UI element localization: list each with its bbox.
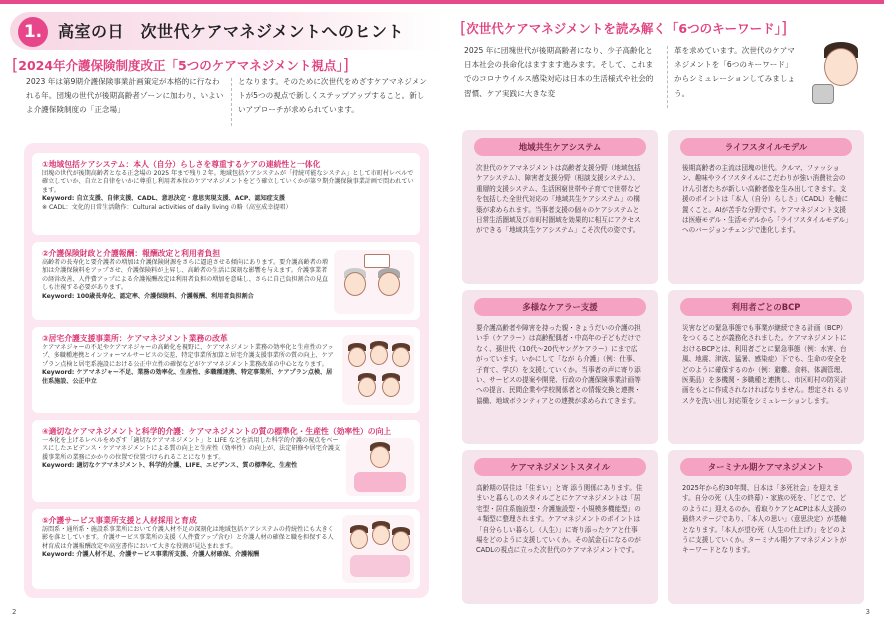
viewpoint-body: 団塊の世代が後期高齢者となる正念場の 2025 年まで残り２年。地域包括ケアシステムが「持続可能なシステム」として市町村レベルで確立していか、自立と自律をいかに尊重し利用者本位のケアマネジメントをどう確立していくかが第９期介護保険事業計画で問われています。 xyxy=(42,170,414,194)
viewpoint-body: 一本化を上げるレベルをめざす「適切なケアマネジメント」と LIFE などを活用した科学的介護の視点をベースにしたエビデンス・ケアマネジメントによる質の向上と生産性（効率性）の向上が、法定研修や居宅介護支援事業所の業務にかかりの位置で位置づけられることになります。 xyxy=(42,437,341,461)
keyword-card-text: 次世代のケアマネジメントは高齢者支援分野（地域包括ケアシステム）、障害者支援分野（相談支援システム）、重層的支援システム、生活困窮世帯や子育てで世帯などを包括した全世代対応の「地域共生ケアシステム」の構築が求められます。当事者支援の個々のケアシステムと日常生活圏域及び市町村圏域を効果的に相互にアクセスができる「地域共生ケアシステム」こそ次代の姿です。 xyxy=(476,164,641,235)
viewpoint-text xyxy=(42,344,338,386)
viewpoint-keyword: Keyword: 自立支援、自律支援、CADL、意思決定・意思実現支援、ACP、認知症支援 xyxy=(42,195,285,203)
viewpoint-title: ④適切なケアマネジメントと科学的介護：ケアマネジメントの質の標準化・生産性（効率性）の向上 xyxy=(42,427,392,436)
intro-column-2: 革を求めています。次世代のケアマネジメントを「6つのキーワード」からシミュレーションしてみましょう。 xyxy=(674,46,796,98)
keyword-card-title: ケアマネジメントスタイル xyxy=(474,458,646,476)
viewpoint-keyword: Keyword: 適切なケアマネジメント、科学的介護、LIFE、エビデンス、質の標準化、生産性 xyxy=(42,462,298,470)
viewpoint-title: ⑤介護サービス事業所支援と人材採用と育成 xyxy=(42,516,197,525)
viewpoint-text xyxy=(42,437,342,471)
viewpoint-title: ①地域包括ケアシステム：本人（自分）らしさを尊重するケアの連続性と一体化 xyxy=(42,160,321,169)
elderly-couple-illustration xyxy=(334,250,414,314)
keyword-card-1 xyxy=(462,130,658,284)
viewpoint-body: 高齢者の長寿化と要介護者の増加は介護保険財源をさらに逼迫させる傾向にあります。要介護高齢者の増加は介護保険料をアップさせ、介護保険料が上昇し、高齢者の生活に深刻な影響を与えます。介護事業者の経営改善、人件費アップによる介護報酬改定は利用者負担の増加を意味し、さらに自己負担割合の見直しも注視する必要があります。 xyxy=(42,259,328,292)
keyword-card-5 xyxy=(462,450,658,604)
keyword-card-title: 多様なケアラー支援 xyxy=(474,298,646,316)
care-team-illustration xyxy=(342,335,414,405)
viewpoint-text xyxy=(42,259,330,301)
viewpoint-text xyxy=(42,526,334,560)
keyword-card-title: ターミナル期ケアマネジメント xyxy=(680,458,852,476)
section-title: 高室の日 次世代ケアマネジメントへのヒント xyxy=(58,22,405,41)
viewpoint-box-3 xyxy=(32,327,420,413)
keyword-card-text: 災害などの緊急事態でも事業が継続できる計画（BCP）をつくることが義務化されました。ケアマネジメントにおけるBCPとは、利用者ごとに緊急事態（例：水害、台風、地震、津波、猛暑、感染症）下でも、生命の安全をどのように確保するのか（例：避難、食料、体調管理、医薬品）を多機関・多職種と連携し、市区町村の防災計画をもとに作成されなければなりません。想定され るリスクを洗い出し対応策をシミュレーションします。 xyxy=(682,324,850,405)
intro-column-1: 2025 年に団塊世代が後期高齢者になり、少子高齢化と日本社会の長命化はますます進みます。そして、これまでのコロナウイルス感染対応は日本の生活様式や社会的習慣、ケア実践に大きな変 xyxy=(464,46,654,98)
viewpoint-title: ③居宅介護支援事業所：ケアマネジメント業務の改革 xyxy=(42,334,228,343)
viewpoint-box-2 xyxy=(32,242,420,320)
viewpoint-note: ※ CADL：文化的日常生活動作：Cultural activities of daily living の略（高室成幸提唱） xyxy=(42,203,292,211)
keyword-card-3 xyxy=(462,290,658,444)
keyword-card-2 xyxy=(668,130,864,284)
subsection-title-text: 次世代ケアマネジメントを読み解く「6つのキーワード」 xyxy=(466,21,781,36)
page-number: 2 xyxy=(12,608,17,616)
viewpoint-keyword: Keyword: ケアマネジャー不足、業務の効率化、生産性、多職種連携、特定事業所、ケアプラン点検、居住系施設、公正中立 xyxy=(42,369,333,385)
keyword-card-6 xyxy=(668,450,864,604)
viewpoint-box-1 xyxy=(32,153,420,235)
subsection-title-text: 2024年介護保険制度改正「5つのケアマネジメント視点」 xyxy=(18,58,343,73)
page-number: 3 xyxy=(865,608,870,616)
viewpoint-box-4 xyxy=(32,420,420,502)
staff-group-illustration xyxy=(342,515,414,583)
keyword-card-title: 地域共生ケアシステム xyxy=(474,138,646,156)
viewpoint-body: ケアマネジャーの不足やケアマネジャーの高齢化を視野に、ケアマネジメント業務の効率化と生産性のアップ、多職種連携とインフォーマルサービスの交差、特定事業所加算と居宅介護支援事業所の質の向上、ケアプラン点検と居宅系施設における公正中立性の確保などがケアマネジメント業務改革の中心となります。 xyxy=(42,344,334,368)
keyword-card-text: 高齢期の居住は「住まい」と寄 添う関係にあります。住まいと暮らしのスタイルごとにケアマネジメントは「居宅型・居住系施設型・介護施設型・小規模多機能型」の４類型に整理されます。ケアマネジメントのポイントは「自分らしい暮らし（人生）」に寄り添ったケアと仕事場をどのように支援していくか。その試金石になるのがCADLの視点に立った次世代のケアマネジメントです。 xyxy=(476,484,643,555)
viewpoint-text xyxy=(42,170,414,212)
page-top-bar xyxy=(0,0,442,4)
subsection-title: [次世代ケアマネジメントを読み解く「6つのキーワード」] xyxy=(460,18,788,37)
keyword-card-text: 2025年から約30年間、日本は「多死社会」を迎えます。自分の死（人生の終幕）・家族の死を、「どこで、どのように」迎えるのか。看取りケアとACPは本人支援の最終ステージであり、「本人の思い」（意思決定）が基軸となります。「本人が望む死（人生の仕上げ）」をどのように支援していくか。ターミナル期ケアマネジメントがキーワードとなります。 xyxy=(682,484,847,555)
viewpoint-keyword: Keyword: 介護人材不足、介護サービス事業所支援、介護人材確保、介護報酬 xyxy=(42,551,260,559)
column-divider xyxy=(667,46,668,108)
viewpoints-panel xyxy=(24,143,429,598)
viewpoint-keyword: Keyword: 100歳長寿化、認定率、介護保険料、介護報酬、利用者負担割合 xyxy=(42,292,254,300)
keyword-card-title: ライフスタイルモデル xyxy=(680,138,852,156)
keyword-card-4 xyxy=(668,290,864,444)
keyword-card-text: 後期高齢者の主流は団塊の世代。クルマ、ファッション、趣味やライフスタイルにこだわりが強い消費社会のけん引者たちが新しい高齢者像を生み出してきます。支援のポイントは「本人（自分）らしさ」（CADL）を軸に置くこと。AIが苦手な分野です。ケアマネジメント支援は医療モデル・生活モデルから「ライフスタイルモデル」へのバージョンチェンジで進化します。 xyxy=(682,164,849,235)
keyword-card-text: 要介護高齢者や障害を持った親・きょうだいの介護の担い手（ケアラー）は高齢配偶者・中高年の子どもだけでなく、孫世代（10代〜20代ヤングケアラー）にまで広がっています。いかにして「なが ら介護」（例：仕事、子育て、学び）を支援していくか。当事者の声に寄り添い、サービスの提案や開発、行政の介護保険事業計画等への提言、民間企業や学校関係者との情報交換と連携・協働、地域ボランティアとの連携が求められてきます。 xyxy=(476,324,641,405)
page-top-bar xyxy=(442,0,884,4)
section-number-badge: 1. xyxy=(18,17,48,47)
right-page xyxy=(442,0,884,628)
thinking-man-illustration xyxy=(804,34,874,110)
viewpoint-title: ②介護保険財政と介護報酬：報酬改定と利用者負担 xyxy=(42,249,221,258)
intro-column-2: となります。そのために次世代をめざすケアマネジメントが5つの視点で新しくステップアップすること。新しいアプローチが求められています。 xyxy=(238,77,427,115)
column-divider xyxy=(231,78,232,126)
viewpoint-box-5 xyxy=(32,509,420,589)
keyword-card-title: 利用者ごとのBCP xyxy=(680,298,852,316)
viewpoint-body: 訪問系・通所系・施設系事業所において介護人材不足の深刻化は地域包括ケアシステムの持続性にも大きく影を落としています。介護サービス事業所の支援（人件費アップ含む）と介護人材の確保と職を担保する人材育成は介護報酬改定や高室書作において大きな役割が見込まれます。 xyxy=(42,526,334,550)
care-worker-illustration xyxy=(346,438,414,496)
intro-column-1: 2023 年は第9期介護保険事業計画策定が本格的に行なわれる年。団塊の世代が後期高齢者ゾーンに加わり、いよいよ介護保険制度の「正念場」 xyxy=(26,77,224,115)
subsection-title: [2024年介護保険制度改正「5つのケアマネジメント視点」] xyxy=(12,55,349,74)
